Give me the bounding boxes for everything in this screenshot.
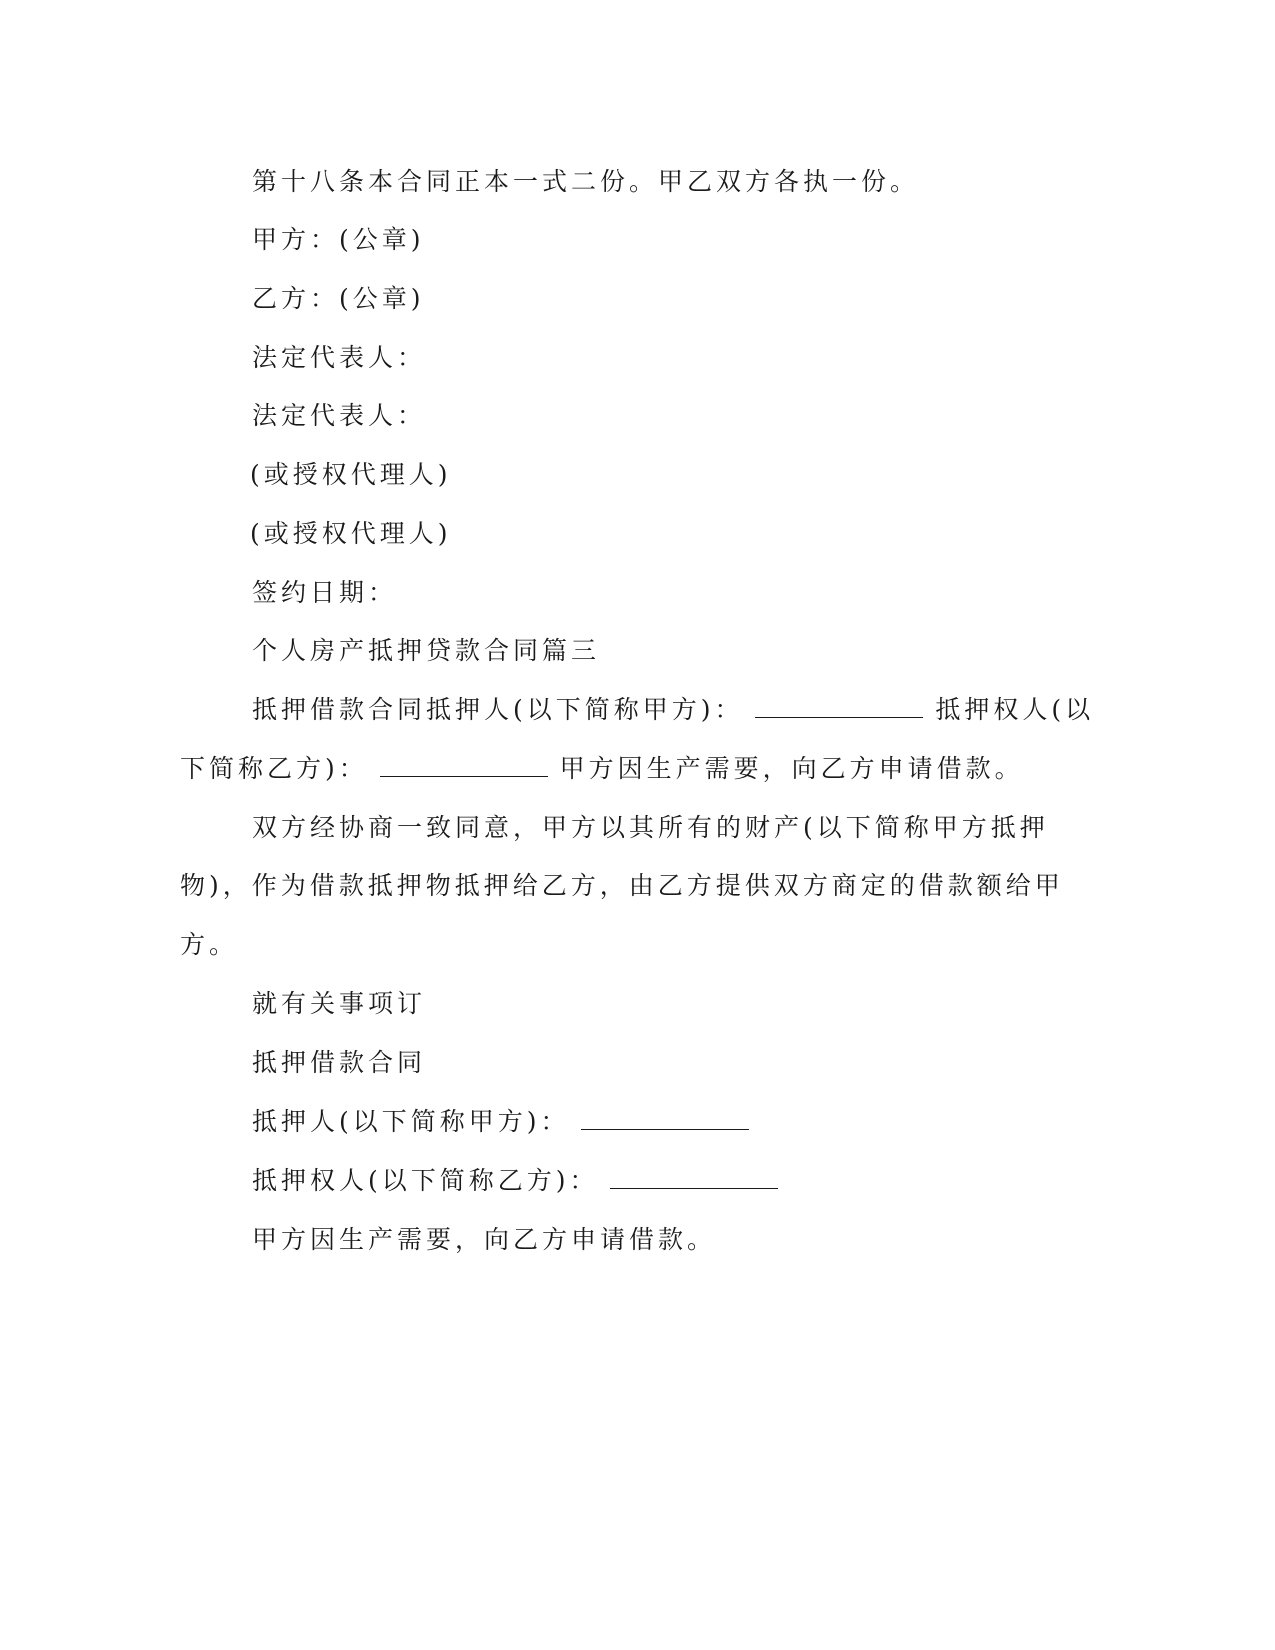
clause-18-line: 第十八条本合同正本一式二份。甲乙双方各执一份。: [252, 167, 920, 196]
mortgagee-line: [252, 1163, 778, 1199]
mortgagor-line: [252, 1104, 749, 1140]
mortgagor-blank-2: [581, 1107, 749, 1130]
authorized-agent-a-line: (或授权代理人): [250, 460, 452, 489]
mortgagor-blank: [755, 695, 923, 718]
mortgagee-label-2: 抵押权人(以下简称乙方)：: [252, 1166, 599, 1195]
paragraph-2-line-3: 方。: [180, 930, 239, 959]
mortgagee-label-end: 下简称乙方)：: [180, 754, 368, 783]
legal-rep-a-line: 法定代表人：: [252, 343, 427, 372]
agreement-line: 就有关事项订: [252, 989, 427, 1018]
mortgagee-blank-2: [610, 1166, 778, 1189]
loan-request-text: 甲方因生产需要，向乙方申请借款。: [559, 754, 1024, 783]
mortgagee-blank: [380, 754, 548, 777]
paragraph-2-line-2: 物)，作为借款抵押物抵押给乙方，由乙方提供双方商定的借款额给甲: [180, 871, 1064, 900]
mortgagor-label: 抵押借款合同抵押人(以下简称甲方)：: [252, 695, 744, 724]
party-b-seal-line: 乙方：(公章): [252, 284, 425, 313]
authorized-agent-b-line: (或授权代理人): [250, 519, 452, 548]
legal-rep-b-line: 法定代表人：: [252, 401, 427, 430]
mortgagee-label-start: 抵押权人(以: [935, 695, 1095, 724]
section-title: 个人房产抵押贷款合同篇三: [252, 636, 601, 665]
paragraph-1-line-1: [252, 692, 1094, 728]
paragraph-2-line-1: 双方经协商一致同意，甲方以其所有的财产(以下简称甲方抵押: [252, 813, 1049, 842]
mortgagor-label-2: 抵押人(以下简称甲方)：: [252, 1107, 570, 1136]
signing-date-line: 签约日期：: [252, 578, 398, 607]
paragraph-1-line-2: [180, 751, 1024, 787]
loan-request-line: 甲方因生产需要，向乙方申请借款。: [252, 1225, 717, 1254]
party-a-seal-line: 甲方：(公章): [252, 225, 425, 254]
contract-title-line: 抵押借款合同: [252, 1048, 427, 1077]
